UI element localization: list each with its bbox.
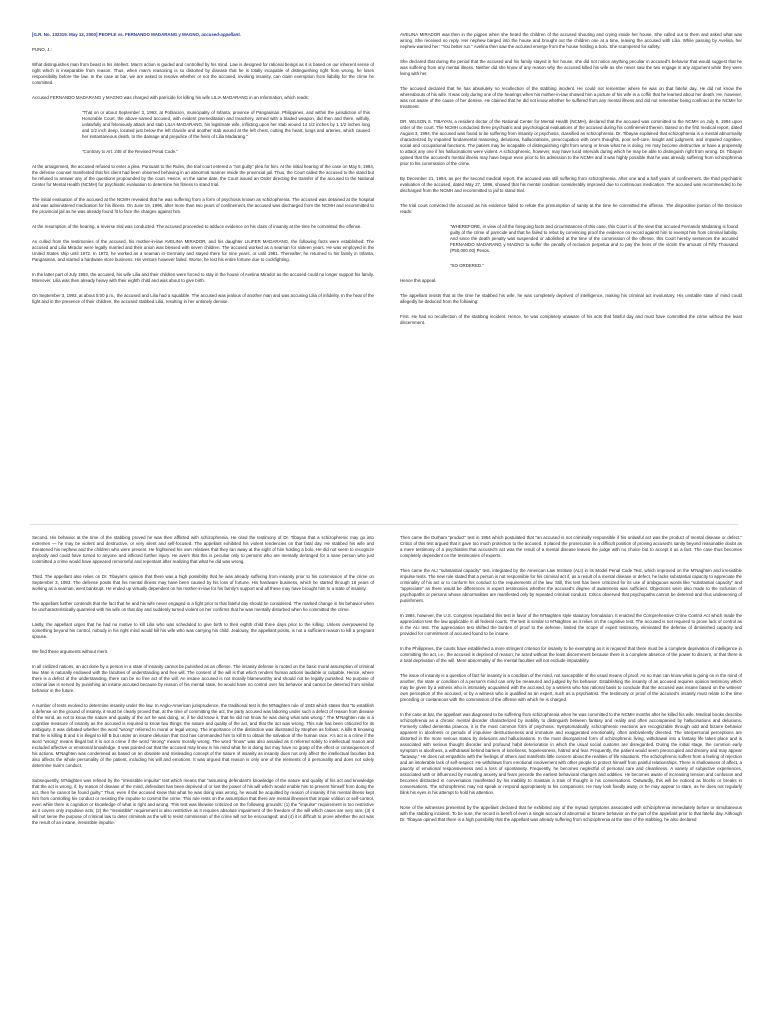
paragraph: None of the witnesses presented by the appellant declared that he exhibited any of the myriad symptoms associated with schizophrenia immediately before or simultaneous with the stabbing incident. To be sure, the record is bereft of even a single account of abnormal or bizarre behavior on the part of the appellant prior to that fateful day. Although Dr. Tibayan opined that there is a high possibility that the appellant was already suffering from schizophrenia at the time of the stabbing, he also declared xyxy=(400,805,742,822)
information-quote: "That on or about September 3, 1993, at Poblacion, municipality of Infanta, province of Pangasinan, Philippines, and within the jurisdiction of this Honorable Court, the above-named accused, with evident premeditation and treachery, armed with a bladed weapon, did then and there, wilfully, unlawfully and feloniously attack and stab LILIA MADARANG, his legitimate wife, inflicting upon her stab wound 14 1/2 inches by 1 1/2 inches long and 1/2 inch deep, located just below the left clavicle and another stab wound at the left chest, cutting the heart, lungs and arteries, which caused her instantaneous death, to the damage and prejudice of the heirs of Lilia Madarang." xyxy=(82,110,370,139)
paragraph: At the resumption of the hearing, a reverse trial was conducted. The accused proceeded to adduce evidence on his claim of insanity at the time he committed the offense. xyxy=(32,224,362,229)
paragraph: The accused declared that he has absolutely no recollection of the stabbing incident. He could not remember where he was on that fateful day. He did not know the whereabouts of his wife. It was only during one of the hearings when his mother-in-law showed him a picture of his wife in a coffin that he learned about her death. He, however, was not aware of the cause of her demise. He claimed that he did not know whether he suffered from any mental illness and did not remember being confined at the NCMH for treatment. xyxy=(400,86,742,109)
so-ordered: "SO ORDERED." xyxy=(450,263,484,268)
paragraph: On September 3, 1993, at about 5:00 p.m., the accused and Lilia had a squabble. The accused was jealous of another man and was accusing Lilia of infidelity. In the heat of the fight and in the presence of their children, the accused stabbed Lilia, resulting in her untimely demise. xyxy=(32,293,374,304)
paragraph: At the arraignment, the accused refused to enter a plea. Pursuant to the Rules, the trial court entered a "not guilty" plea for him. At the initial hearing of the case on May 5, 1994, the defense counsel manifested that his client had been observed behaving in an abnormal manner inside the provincial jail. Thus, the Court called the accused to the stand but he refused to answer any of the questions propounded by the court. Hence, on the same date, the Court issued an Order directing the transfer of the accused to the National Center for Mental Health (NCMH) for psychiatric evaluation to determine his fitness to stand trial. xyxy=(32,164,374,187)
paragraph: As culled from the testimonies of the accused, his mother-in-law AVELINA MIRADOR, and his daughter LILIFER MADARANG, the following facts were established: The accused and Lilia Mirador were legally married and their union was blessed with seven children. The accused worked as a seaman for sixteen years. He was employed in the United States ship until 1972. In 1972, he worked as a seaman in Germany and stayed there for nine years, or until 1981. Thereafter, he returned to his family in Infanta, Pangasinan, and started a hardware store business. His venture however failed. Worse, he lost his entire fortune due to cockfighting. xyxy=(32,239,374,262)
column-2 xyxy=(400,32,742,335)
paragraph: In 1984, however, the U.S. Congress repudiated this test in favor of the M'Naghten style statutory formulation. It enacted the Comprehensive Crime Control Act which made the appreciation test the law applicable in all federal courts. The test is similar to M'Naghten as it relies on the cognitive test. The accused is not required to prove lack of control as in the ALI test. The appreciation test shifted the burden of proof to the defense, limited the scope of expert testimony, eliminated the defense of diminished capacity and provided for commitment of accused found to be insane. xyxy=(400,613,742,636)
paragraph: A number of tests evolved to determine insanity under the law. In Anglo-American jurisprudence, the traditional test is the M'Naghten rule of 1843 which states that "to establish a defense on the ground of insanity, it must be clearly proved that, at the time of committing the act, the party accused was laboring under such a defect of reason from disease of the mind, as not to know the nature and quality of the act he was doing, or, if he did know it, that he did not know he was doing what was wrong." The M'Naghten rule is a cognitive measure of insanity as the accused is required to know two things: the nature and quality of the act, and that the act was wrong. This rule has been criticized for its ambiguity. It was debated whether the word "wrong" referred to moral or legal wrong. The importance of the distinction was illustrated by Stephen as follows: A kills B knowing that he is killing B and it is illegal to kill B but under an insane delusion that God has commanded him to kill B to obtain the salvation of the human race. A's act is a crime if the word "wrong" means illegal but it is not a crime if the word "wrong" means morally wrong. The word "know" was also assailed as it referred solely to intellectual reason and excluded affective or emotional knowledge. It was pointed out that the accused may know in his mind what he is doing but may have no grasp of the effect or consequences of his actions. M'Naghten was condemned as based on an obsolete and misleading concept of the nature of insanity as insanity does not only affect the intellectual faculties but also affects the whole personality of the patient, including his will and emotions. It was argued that reason is only one of the elements of a personality and does not solely determine man's conduct. xyxy=(32,703,374,768)
paragraph: The initial evaluation of the accused at the NCMH revealed that he was suffering from a form of psychosis known as schizophrenia. The accused was detained at the hospital and was administered medication for his illness. On June 19, 1996, after more than two years of confinement, the accused was discharged from the NCMH and recommitted to the provincial jail as he was already found fit to face the charges against him. xyxy=(32,197,374,214)
case-title: PEOPLE vs. FERNANDO MADARANG y MAGNO, xyxy=(98,32,201,37)
paragraph: In the Philippines, the courts have established a more stringent criterion for insanity to be exempting as it is required that there must be a complete deprivation of intelligence in committing the act, i.e., the accused is deprived of reason; he acted without the least discernment because there is a complete absence of the power to discern, or that there is a total deprivation of the will. Mere abnormality of the mental faculties will not exclude imputability. xyxy=(400,646,742,663)
case-heading xyxy=(32,32,374,38)
case-role: accused-appellant. xyxy=(201,32,241,37)
decision-quote: "WHEREFORE, in view of all the foregoing facts and circumstances of this case, this Court is of the view that accused Fernando Madarang is found guilty of the crime of parricide and that he failed to rebut by convincing proof the evidence on record against him to exempt him from criminal liability. And since the death penalty was suspended or abolished at the time of the commission of the offense, this Court hereby sentences the accused FERNANDO MADARANG y MAGNO to suffer the penalty of reclusion perpetua and to pay the heirs of the victim the amount of Fifty Thousand (P50,000.00) Pesos. xyxy=(450,224,738,253)
paragraph: Then came the Durham "product" test in 1954 which postulated that "an accused is not criminally responsible if his unlawful act was the product of mental disease or defect." Critics of this test argued that it gave too much protection to the accused. It placed the prosecution in a difficult position of proving accused's sanity beyond reasonable doubt as a mere testimony of a psychiatrist that accused's act was the result of a mental disease leaves the judge with no choice but to accept it as a fact. The case thus becomes completely dependent on the testimonies of experts. xyxy=(400,535,742,558)
paragraph: The issue of insanity is a question of fact for insanity is a condition of the mind, not susceptible of the usual means of proof. As no man can know what is going on in the mind of another, the state or condition of a person's mind can only be measured and judged by his behavior. Establishing the insanity of an accused requires opinion testimony which may be given by a witness who is intimately acquainted with the accused, by a witness who has rational basis to conclude that the accused was insane based on the witness' own perception of the accused, or by a witness who is qualified as an expert, such as a psychiatrist. The testimony or proof of the accused's insanity must relate to the time preceding or coetaneous with the commission of the offense with which he is charged. xyxy=(400,673,742,702)
author-line: PUNO, J.: xyxy=(32,47,52,52)
paragraph: What distinguishes man from beast is his intellect. Man's action is guided and controlled by his mind. Law is designed for rational beings as it is based on our inherent sense of right which is inseparable from reason. Thus, when man's reasoning is so distorted by disease that he is totally incapable of distinguishing right from wrong, he loses responsibility before the law. In the case at bar, we are asked to resolve whether or not the accused, invoking insanity, can claim exemption from liability for the crime he committed. xyxy=(32,62,374,85)
column-3 xyxy=(32,535,374,835)
paragraph: We find these arguments without merit. xyxy=(32,649,109,654)
paragraph: Hence this appeal. xyxy=(400,278,437,283)
paragraph: She declared that during the period that the accused and his family stayed in her house, she did not notice anything peculiar in accused's behavior that would suggest that he was suffering from any mental illness. Neither did she know of any reason why the accused killed his wife as she never saw the two engage in any argument while they were living with her. xyxy=(400,59,742,76)
paragraph: The appellant insists that at the time he stabbed his wife, he was completely deprived of intelligence, making his criminal act involuntary. His unstable state of mind could allegedly be deduced from the following: xyxy=(400,293,742,304)
paragraph: Second. His behavior at the time of the stabbing proved he was then afflicted with schizophrenia. He cited the testimony of Dr. Tibayan that a schizophrenic may go into extremes — he may be violent and destructive, or very silent and self-focused. The appellant exhibited his violent tendencies on that fatal day. He stabbed his wife and threatened his nephew and the children who were present. He frightened his own relatives that they ran away at the sight of him holding a bolo. He did not seem to recognize anybody and could have turned to anyone and inflicted further injury. He avers that this is peculiar only to persons who are mentally deranged for a sane person who just committed a crime would have appeared remorseful and repentant after realizing that what he did was wrong. xyxy=(32,535,374,564)
paragraph: The appellant further contends that the fact that he and his wife never engaged in a fight prior to that fateful day should be considered. The marked change in his behavior when he uncharacteristically quarreled with his wife on that day and suddenly turned violent on her confirms that he was mentally disturbed when he committed the crime. xyxy=(32,601,374,612)
paragraph: The trial court convicted the accused as his evidence failed to refute the presumption of sanity at the time he committed the offense. The dispositive portion of the Decision reads: xyxy=(400,203,742,214)
column-4 xyxy=(400,535,742,832)
paragraph: First. He had no recollection of the stabbing incident. Hence, he was completely unaware of his acts that fateful day and must have committed the crime without the least discernment. xyxy=(400,314,742,325)
paragraph: Then came the ALI "substantial capacity" test, integrated by the American Law Institute (ALI) in its Model Penal Code Test, which improved on the M'Naghten and irresistible impulse tests. The new rule stated that a person is not responsible for his criminal act if, as a result of a mental disease or defect, he lacks substantial capacity to appreciate the criminality of his act or to conform his conduct to the requirements of the law. Still, this test has been criticized for its use of ambiguous words like "substantial capacity" and "appreciate" as there would be differences in expert testimonies whether the accused's degree of awareness was sufficient. Objections were also made to the inclusion of psychopaths or persons whose abnormalities are manifested only by repeated criminal conduct. Critics observed that psychopaths cannot be deterred and thus undeserving of punishment. xyxy=(400,568,742,603)
quote-closing: "Contrary to Art. 246 of the Revised Penal Code." xyxy=(82,149,178,154)
paragraph: Accused FERNANDO MADARANG y MAGNO was charged with parricide for killing his wife LILIA MADARANG in an Information, which reads: xyxy=(32,95,309,100)
paragraph: In the latter part of July 1993, the accused, his wife Lilia and their children were forced to stay in the house of Avelina Mirador as the accused could no longer support his family. Moreover, Lilia was then already heavy with their eighth child and was about to give birth. xyxy=(32,272,374,283)
paragraph: Lastly, the appellant urges that he had no motive to kill Lilia who was scheduled to give birth to their eighth child three days prior to the killing. Unless overpowered by something beyond his control, nobody in his right mind would kill his wife who was carrying his child. Jealousy, the appellant posits, is not a sufficient reason to kill a pregnant spouse. xyxy=(32,622,374,639)
paragraph: AVELINA MIRADOR was then in the pigpen when she heard the children of the accused shouting and crying inside her house. She called out to them and asked what was wrong. She received no reply. Her nephew barged into the house and brought out the children one at a time, leaving the accused with Lilia. While passing by Avelina, her nephew warned her: "You better run." Avelina then saw the accused emerge from the house holding a bolo. She scampered for safety. xyxy=(400,32,742,49)
paragraph: In the case at bar, the appellant was diagnosed to be suffering from schizophrenia when he was committed to the NCMH months after he killed his wife. Medical books describe schizophrenia as a chronic mental disorder characterized by inability to distinguish between fantasy and reality and often accompanied by hallucinations and delusions. Formerly called dementia praecox, it is the most common form of psychosis. Symptomatically, schizophrenic reactions are recognizable through odd and bizarre behavior apparent in aloofness or periods of impulsive destructiveness and immature and exaggerated emotionality, often ambivalently directed. The interpersonal perceptions are distorted in the more serious states by delusions and hallucinations. In the most disorganized form of schizophrenic living, withdrawal into a fantasy life takes place and is associated with serious thought disorder and profound habit deterioration in which the usual social customs are disregarded. During the initial stage, the common early symptom is aloofness, a withdrawal behind barriers of loneliness, hopelessness, hatred and fear. Frequently, the patient would seem preoccupied and dreamy and may appear "faraway." He does not empathize with the feelings of others and manifests little concern about the realities of life situations. The schizophrenic suffers from a feeling of rejection and an intolerable lack of self-respect. He withdraws from emotional involvement with other people to protect himself from painful relationships. There is shallowness of affect, a paucity of emotional responsiveness and a loss of spontaneity. Frequently, he becomes neglectful of personal care and cleanliness. A variety of subjective experiences, associated with or influenced by mounting anxiety and fears precede the earliest behavioral changes and oddities. He becomes aware of increasing tension and confusion and becomes distracted in conversation manifested by his inability to maintain a train of thought in his conversations. Outwardly, this will be noticed as blocks or breaks in conversations. The schizophrenic may not speak or respond appropriately to his companions. He may look fixedly away, or he may appear to stare, as he does not regularly blink his eyes in his attempt to hold his attention. xyxy=(400,712,742,795)
paragraph: DR. WILSON S. TIBAYAN, a resident doctor of the National Center for Mental Health (NCMH), declared that the accused was committed to the NCMH on July 6, 1994 upon order of the court. The NCMH conducted three psychiatric and psychological evaluations of the accused during his confinement therein. Based on the first medical report, dated August 3, 1994, the accused was found to be suffering from insanity or psychosis, classified as schizophrenia. Dr. Tibayan explained that schizophrenia is a mental abnormality characterized by impaired fundamental reasoning, delusions, hallucinations, preoccupation with one's thoughts, poor self-care, insight and judgment, and impaired cognitive, social and occupational functions. The patient may be incapable of distinguishing right from wrong or know what he is doing. He may become destructive or have a propensity to attack any one if his hallucinations were violent. A schizophrenic, however, may have lucid intervals during which he may be able to distinguish right from wrong. Dr. Tibayan opined that the accused's mental illness may have begun even prior to his admission to the NCMH and it was highly possible that he was already suffering from schizophrenia prior to his commission of the crime. xyxy=(400,119,742,166)
paragraph: In all civilized nations, an act done by a person in a state of insanity cannot be punished as an offense. The insanity defense is rooted on the basic moral assumption of criminal law. Man is naturally endowed with the faculties of understanding and free will. The consent of the will is that which renders human actions laudable or culpable. Hence, where there is a defect of the understanding, there can be no free act of the will. An insane accused is not morally blameworthy and should not be legally punished. No purpose of criminal law is served by punishing an insane accused because by reason of his mental state, he would have no control over his behavior and cannot be deterred from similar behavior in the future. xyxy=(32,664,374,693)
page-break-divider xyxy=(30,524,738,525)
paragraph: By December 21, 1994, as per the second medical report, the accused was still suffering from schizophrenia. After one and a half years of confinement, the third psychiatric evaluation of the accused, dated May 27, 1996, showed that his mental condition considerably improved due to continuous medication. The accused was recommended to be discharged from the NCMH and recommitted to jail to stand trial. xyxy=(400,176,742,193)
case-number: [G.R. No. 132319. May 12, 2000] xyxy=(32,32,98,37)
column-1 xyxy=(32,32,374,314)
paragraph: Subsequently, M'Naghten was refined by the "irresistible impulse" test which means that "assuming defendant's knowledge of the nature and quality of his act and knowledge that the act is wrong, if, by reason of disease of the mind, defendant has been deprived of or lost the power of his will which would enable him to prevent himself from doing the act, then he cannot be found guilty." Thus, even if the accused knew that what he was doing was wrong, he would be acquitted by reason of insanity if his mental illness kept him from controlling his conduct or resisting the impulse to commit the crime. This rule rests on the assumption that there are mental illnesses that impair volition or self-control, even while there is cognition or knowledge of what is right and wrong. This test was likewise criticized on the following grounds: (1) the "impulse" requirement is too restrictive as it covers only impulsive acts; (2) the "irresistible" requirement is also restrictive as it requires absolute impairment of the freedom of the will which cases are very rare; (3) it will not serve the purpose of criminal law to deter criminals as the will to resist commission of the crime will not be encouraged; and (4) it is difficult to prove whether the act was the result of an insane, irresistible impulse. xyxy=(32,778,374,825)
paragraph: Third. The appellant also relies on Dr. Tibayan's opinion that there was a high possibility that he was already suffering from insanity prior to his commission of the crime on September 3, 1993. The defense posits that his mental illness may have been caused by his loss of fortune. His hardware business, which he started through 16 years of working as a seaman, went bankrupt. He ended up virtually dependent on his mother-in-law for his family's support and all these may have brought him to a state of insanity. xyxy=(32,574,374,591)
